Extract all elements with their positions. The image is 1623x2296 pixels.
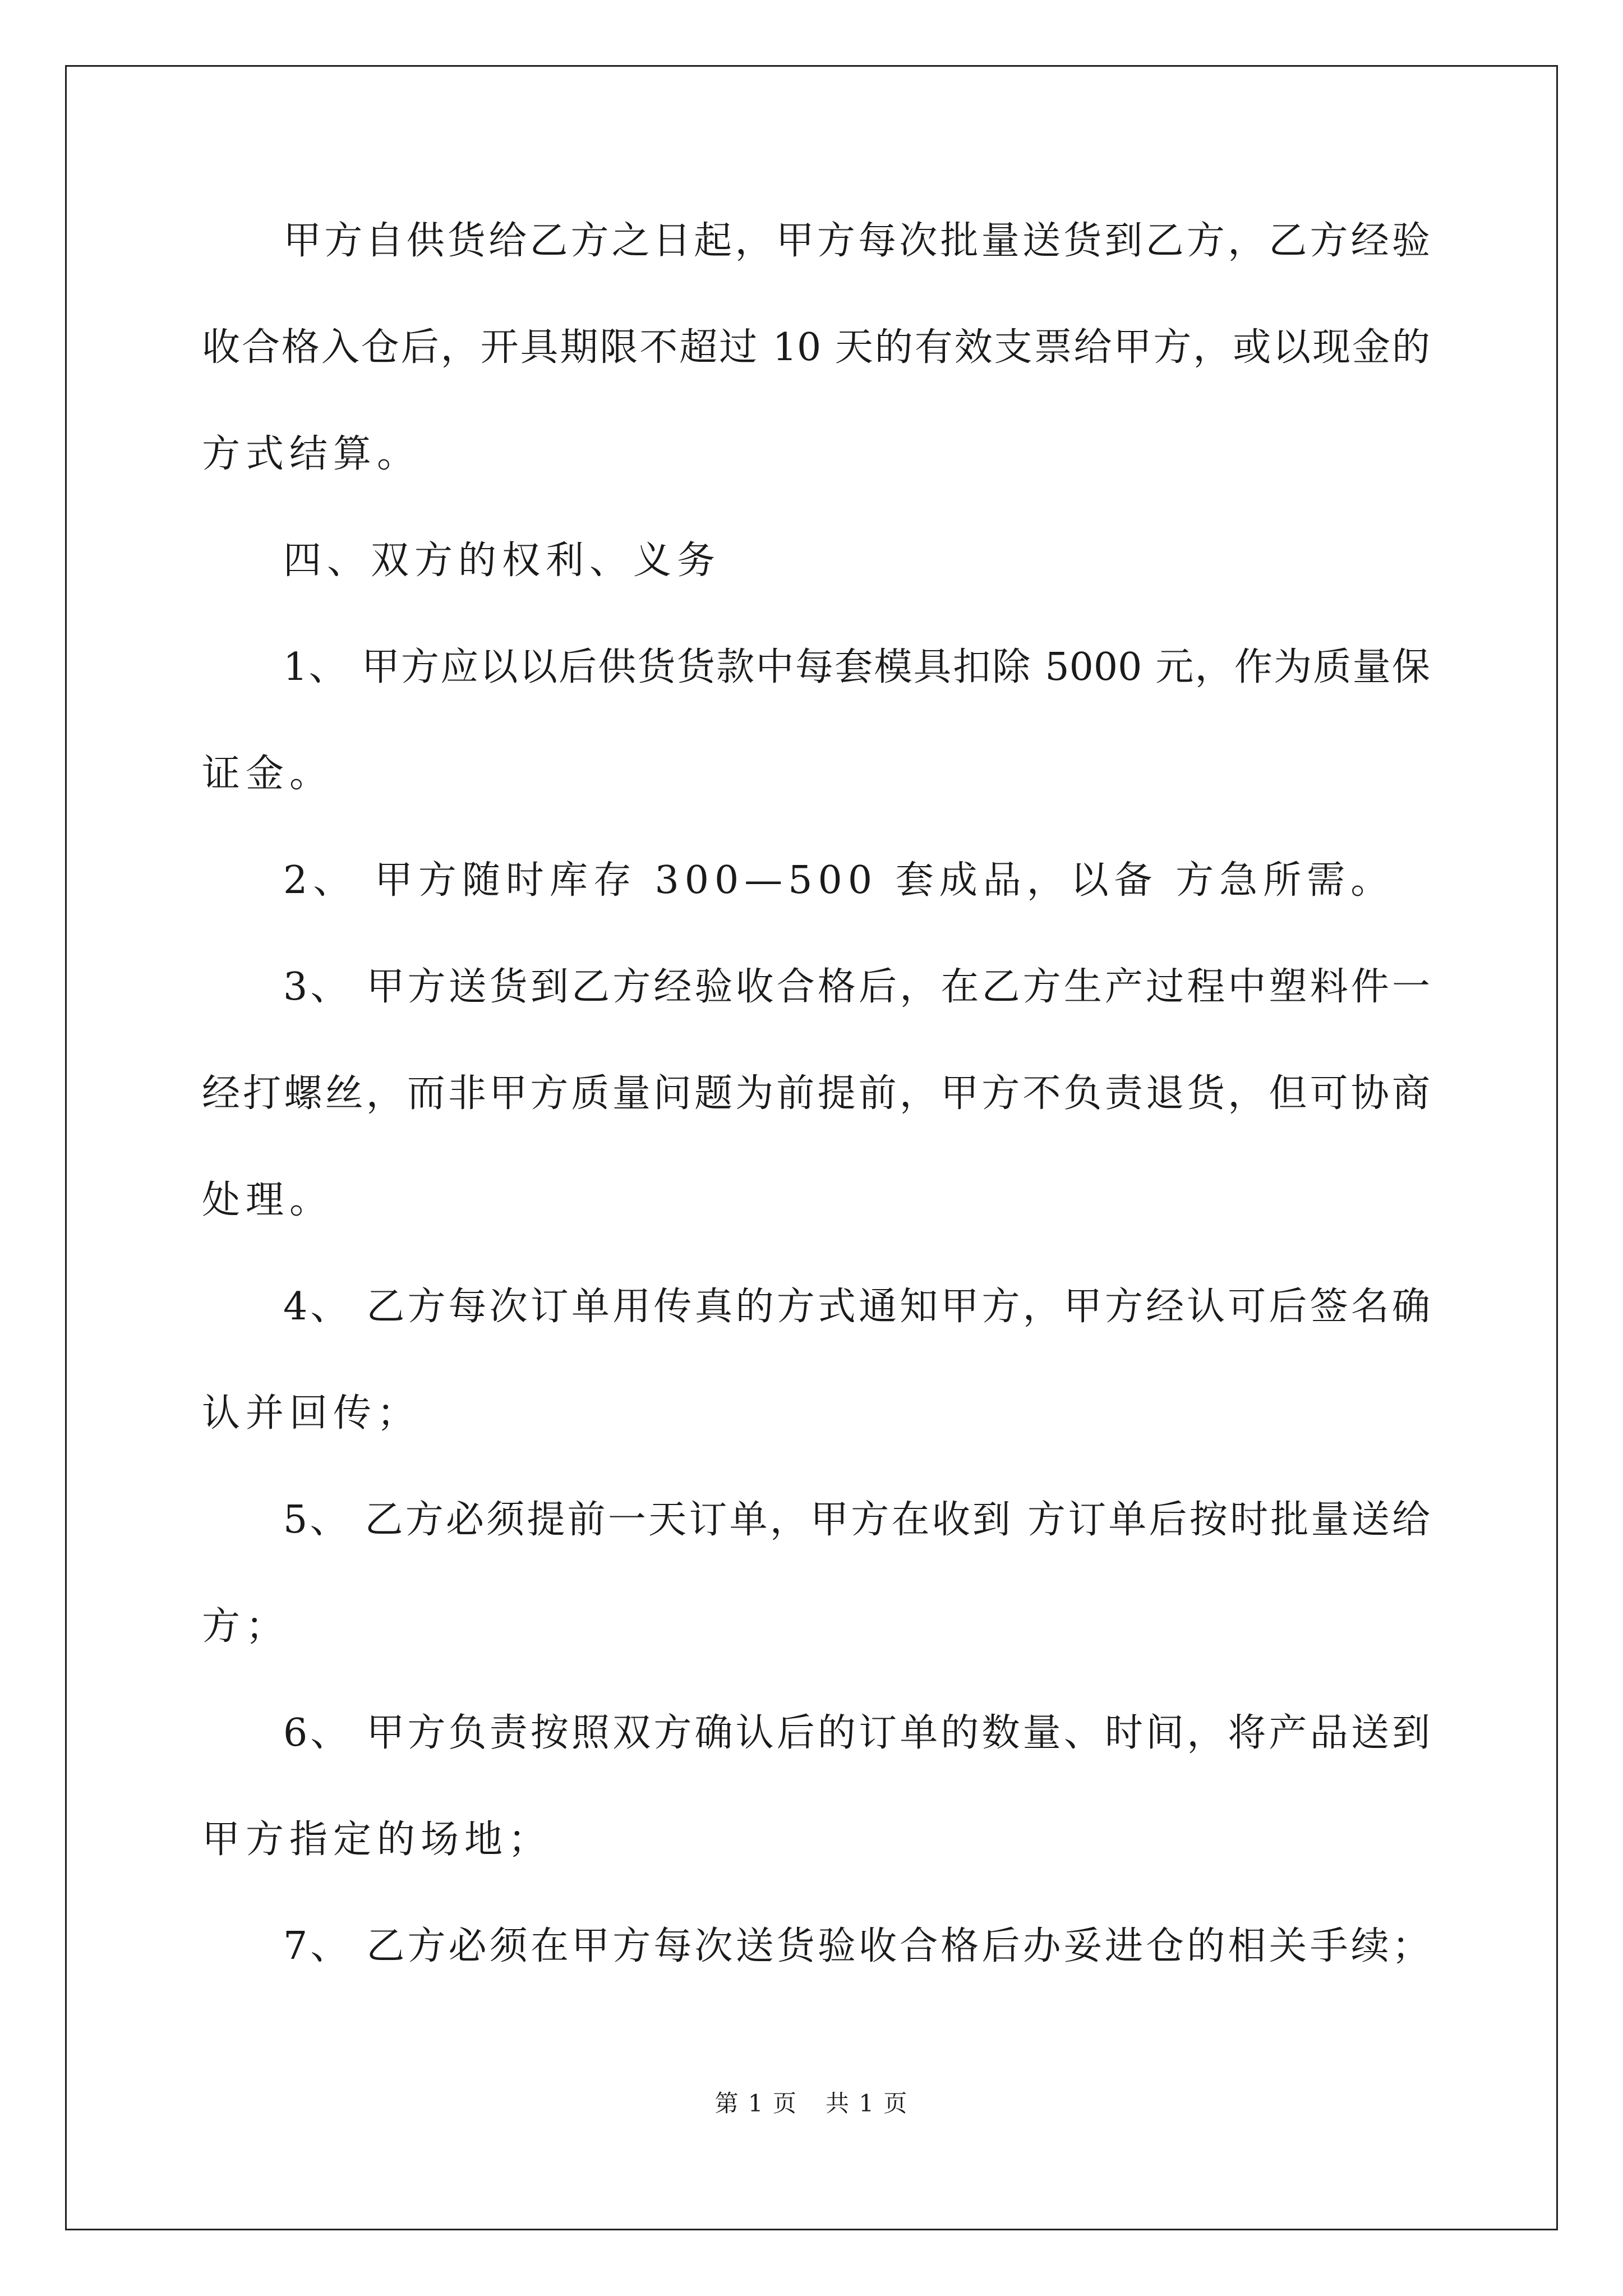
page-number: 第 1 页	[714, 2090, 797, 2117]
list-item: 2、 甲方随时库存 300—500 套成品，以备 方急所需。	[283, 858, 1395, 903]
list-item: 6、 甲方负责按照双方确认后的订单的数量、时间，将产品送到	[283, 1711, 1430, 1755]
paragraph-line: 甲方指定的场地；	[202, 1818, 552, 1862]
list-item: 7、 乙方必须在甲方每次送货验收合格后办妥进仓的相关手续；	[283, 1924, 1430, 1968]
page-footer	[0, 2087, 1623, 2120]
list-item: 5、 乙方必须提前一天订单，甲方在收到 方订单后按时批量送给	[283, 1498, 1430, 1542]
paragraph-line: 经打螺丝，而非甲方质量问题为前提前，甲方不负责退货，但可协商	[202, 1071, 1430, 1116]
list-item: 3、 甲方送货到乙方经验收合格后，在乙方生产过程中塑料件一	[283, 965, 1430, 1009]
section-heading: 四、双方的权利、义务	[283, 539, 721, 583]
paragraph-line: 认并回传；	[202, 1391, 421, 1435]
paragraph-line: 甲方自供货给乙方之日起，甲方每次批量送货到乙方，乙方经验	[283, 219, 1430, 263]
list-item: 1、 甲方应以以后供货货款中每套模具扣除 5000 元，作为质量保	[283, 645, 1430, 689]
paragraph-line: 证金。	[202, 752, 334, 796]
paragraph-line: 方；	[202, 1604, 290, 1649]
paragraph-line: 方式结算。	[202, 432, 421, 476]
page-border	[65, 65, 1558, 2230]
list-item: 4、 乙方每次订单用传真的方式通知甲方，甲方经认可后签名确	[283, 1285, 1430, 1329]
paragraph-line: 收合格入仓后，开具期限不超过 10 天的有效支票给甲方，或以现金的	[202, 325, 1430, 370]
paragraph-line: 处理。	[202, 1178, 334, 1222]
page-total: 共 1 页	[826, 2090, 909, 2117]
